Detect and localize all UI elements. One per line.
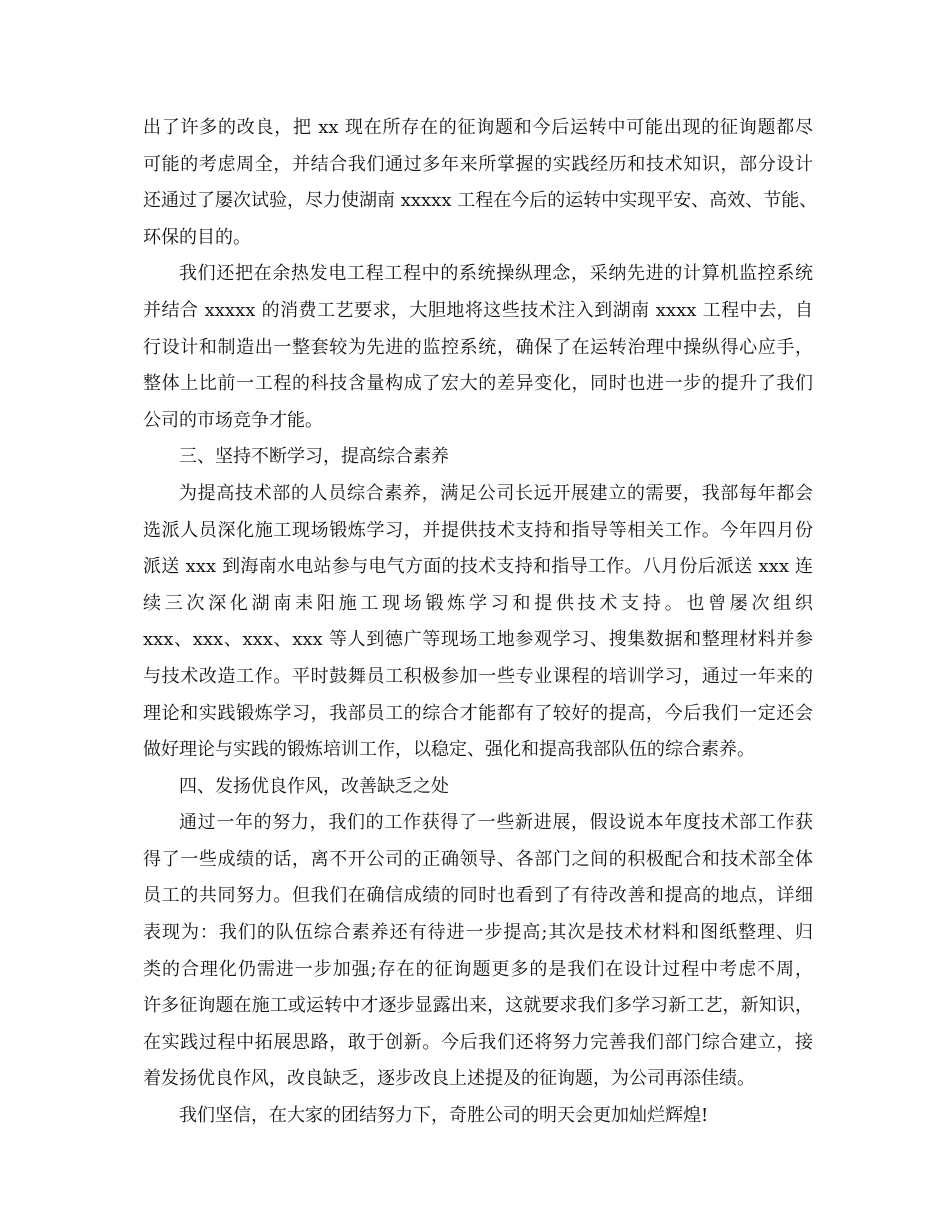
text-line: 理论和实践锻炼学习，我部员工的综合才能都有了较好的提高，今后我们一定还会 bbox=[143, 702, 813, 724]
text-line: 整体上比前一工程的科技含量构成了宏大的差异变化，同时也进一步的提升了我们 bbox=[143, 373, 813, 395]
text-line: 我们还把在余热发电工程工程中的系统操纵理念，采纳先进的计算机监控系统 bbox=[179, 263, 813, 285]
text-line: 做好理论与实践的锻炼培训工作，以稳定、强化和提高我部队伍的综合素养。 bbox=[143, 739, 755, 761]
text-line: 得了一些成绩的话，离不开公司的正确领导、各部门之间的积极配合和技术部全体 bbox=[143, 848, 813, 870]
text-line: 通过一年的努力，我们的工作获得了一些新进展，假设说本年度技术部工作获 bbox=[179, 812, 813, 834]
text-line: 表现为：我们的队伍综合素养还有待进一步提高;其次是技术材料和图纸整理、归 bbox=[143, 922, 813, 944]
text-line: 续三次深化湖南耒阳施工现场锻炼学习和提供技术支持。也曾屡次组织 bbox=[143, 592, 813, 614]
text-line: xxx、xxx、xxx、xxx 等人到德广等现场工地参观学习、搜集数据和整理材料并参 bbox=[143, 629, 813, 651]
text-line: 可能的考虑周全，并结合我们通过多年来所掌握的实践经历和技术知识，部分设计 bbox=[143, 153, 813, 175]
text-line: 着发扬优良作风，改良缺乏，逐步改良上述提及的征询题，为公司再添佳绩。 bbox=[143, 1068, 755, 1090]
text-line: 环保的目的。 bbox=[143, 226, 251, 248]
text-line: 四、发扬优良作风，改善缺乏之处 bbox=[179, 775, 449, 797]
text-line: 行设计和制造出一整套较为先进的监控系统，确保了在运转治理中操纵得心应手， bbox=[143, 336, 813, 358]
text-line: 我们坚信，在大家的团结努力下，奇胜公司的明天会更加灿烂辉煌! bbox=[179, 1105, 709, 1127]
text-line: 员工的共同努力。但我们在确信成绩的同时也看到了有待改善和提高的地点，详细 bbox=[143, 885, 813, 907]
text-line: 类的合理化仍需进一步加强;存在的征询题更多的是我们在设计过程中考虑不周， bbox=[143, 958, 813, 980]
text-line: 派送 xxx 到海南水电站参与电气方面的技术支持和指导工作。八月份后派送 xxx 连 bbox=[143, 556, 813, 578]
document-page bbox=[143, 110, 818, 1135]
text-line: 为提高技术部的人员综合素养，满足公司长远开展建立的需要，我部每年都会 bbox=[179, 482, 813, 504]
text-line: 出了许多的改良，把 xx 现在所存在的征询题和今后运转中可能出现的征询题都尽 bbox=[143, 117, 813, 138]
text-line: 并结合 xxxxx 的消费工艺要求，大胆地将这些技术注入到湖南 xxxx 工程中去，自 bbox=[143, 299, 813, 321]
text-line: 还通过了屡次试验，尽力使湖南 xxxxx 工程在今后的运转中实现平安、高效、节能、 bbox=[143, 190, 818, 212]
text-line: 与技术改造工作。平时鼓舞员工积极参加一些专业课程的培训学习，通过一年来的 bbox=[143, 665, 813, 687]
text-line: 公司的市场竞争才能。 bbox=[143, 409, 323, 431]
text-line: 许多征询题在施工或运转中才逐步显露出来，这就要求我们多学习新工艺，新知识， bbox=[143, 995, 813, 1017]
text-line: 三、坚持不断学习，提高综合素养 bbox=[179, 446, 449, 468]
text-line: 在实践过程中拓展思路，敢于创新。今后我们还将努力完善我们部门综合建立，接 bbox=[143, 1031, 813, 1053]
text-line: 选派人员深化施工现场锻炼学习，并提供技术支持和指导等相关工作。今年四月份 bbox=[143, 519, 813, 541]
